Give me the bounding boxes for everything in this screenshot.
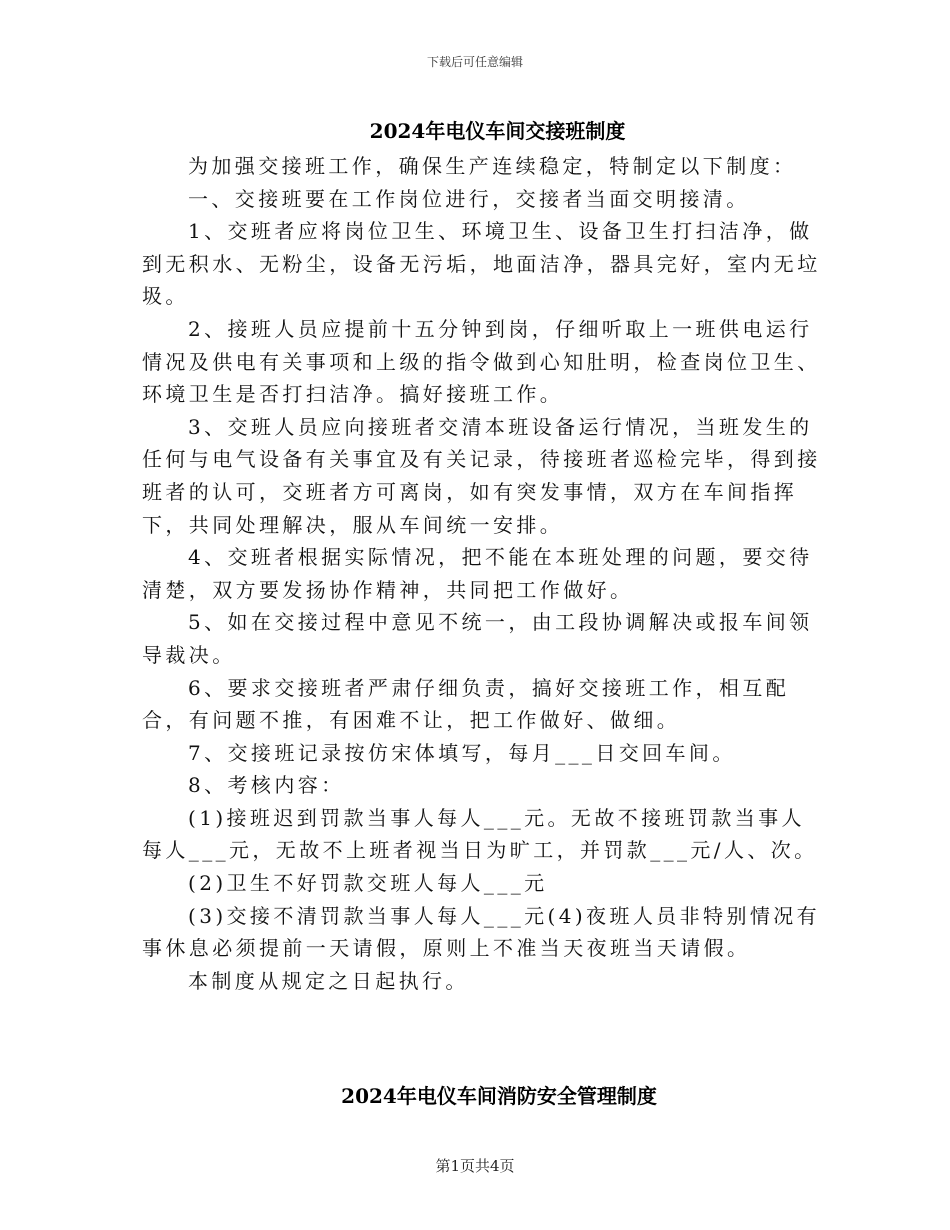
document-body [142, 150, 822, 997]
paragraph-item-7: 7、交接班记录按仿宋体填写，每月___日交回车间。 [188, 740, 736, 765]
paragraph-penalty-3: (3)交接不清罚款当事人每人___元(4)夜班人员非特别情况有事休息必须提前一天请假，原则上不准当天夜班当天请假。 [142, 903, 821, 961]
paragraph-item-6: 6、要求交接班者严肃仔细负责，搞好交接班工作，相互配合，有问题不推，有困难不让，把工作做好、做细。 [142, 675, 790, 733]
paragraph-penalty-2: (2)卫生不好罚款交班人每人___元 [188, 871, 548, 896]
paragraph-item-2: 2、接班人员应提前十五分钟到岗，仔细听取上一班供电运行情况及供电有关事项和上级的指令做到心知肚明，检查岗位卫生、环境卫生是否打扫洁净。搞好接班工作。 [142, 316, 821, 407]
paragraph-item-5: 5、如在交接过程中意见不统一，由工段协调解决或报车间领导裁决。 [142, 610, 813, 667]
paragraph-intro: 为加强交接班工作，确保生产连续稳定，特制定以下制度： [188, 154, 797, 178]
document-title: 2024年电仪车间交接班制度 [369, 119, 626, 143]
paragraph-closing: 本制度从规定之日起执行。 [188, 968, 469, 993]
paragraph-item-4: 4、交班者根据实际情况，把不能在本班处理的问题，要交待清楚，双方要发扬协作精神，共同把工作做好。 [142, 545, 813, 602]
next-document-title: 2024年电仪车间消防安全管理制度 [341, 1084, 657, 1108]
paragraph-section-1: 一、交接班要在工作岗位进行，交接者当面交明接清。 [188, 186, 750, 211]
paragraph-penalty-1: (1)接班迟到罚款当事人每人___元。无故不接班罚款当事人每人___元，无故不上班者视当日为旷工，并罚款___元/人、次。 [142, 805, 818, 863]
header-note: 下载后可任意编辑 [426, 55, 523, 69]
paragraph-item-1: 1、交班者应将岗位卫生、环境卫生、设备卫生打扫洁净，做到无积水、无粉尘，设备无污垢，地面洁净，器具完好，室内无垃圾。 [142, 219, 821, 309]
page-number-footer: 第1页共4页 [435, 1157, 515, 1175]
paragraph-item-8: 8、考核内容： [188, 773, 345, 798]
paragraph-item-3: 3、交班人员应向接班者交清本班设备运行情况，当班发生的任何与电气设备有关事宜及有关记录，待接班者巡检完毕，得到接班者的认可，交班者方可离岗，如有突发事情，双方在车间指挥下，共同处理解决，服从车间统一安排。 [142, 414, 821, 537]
